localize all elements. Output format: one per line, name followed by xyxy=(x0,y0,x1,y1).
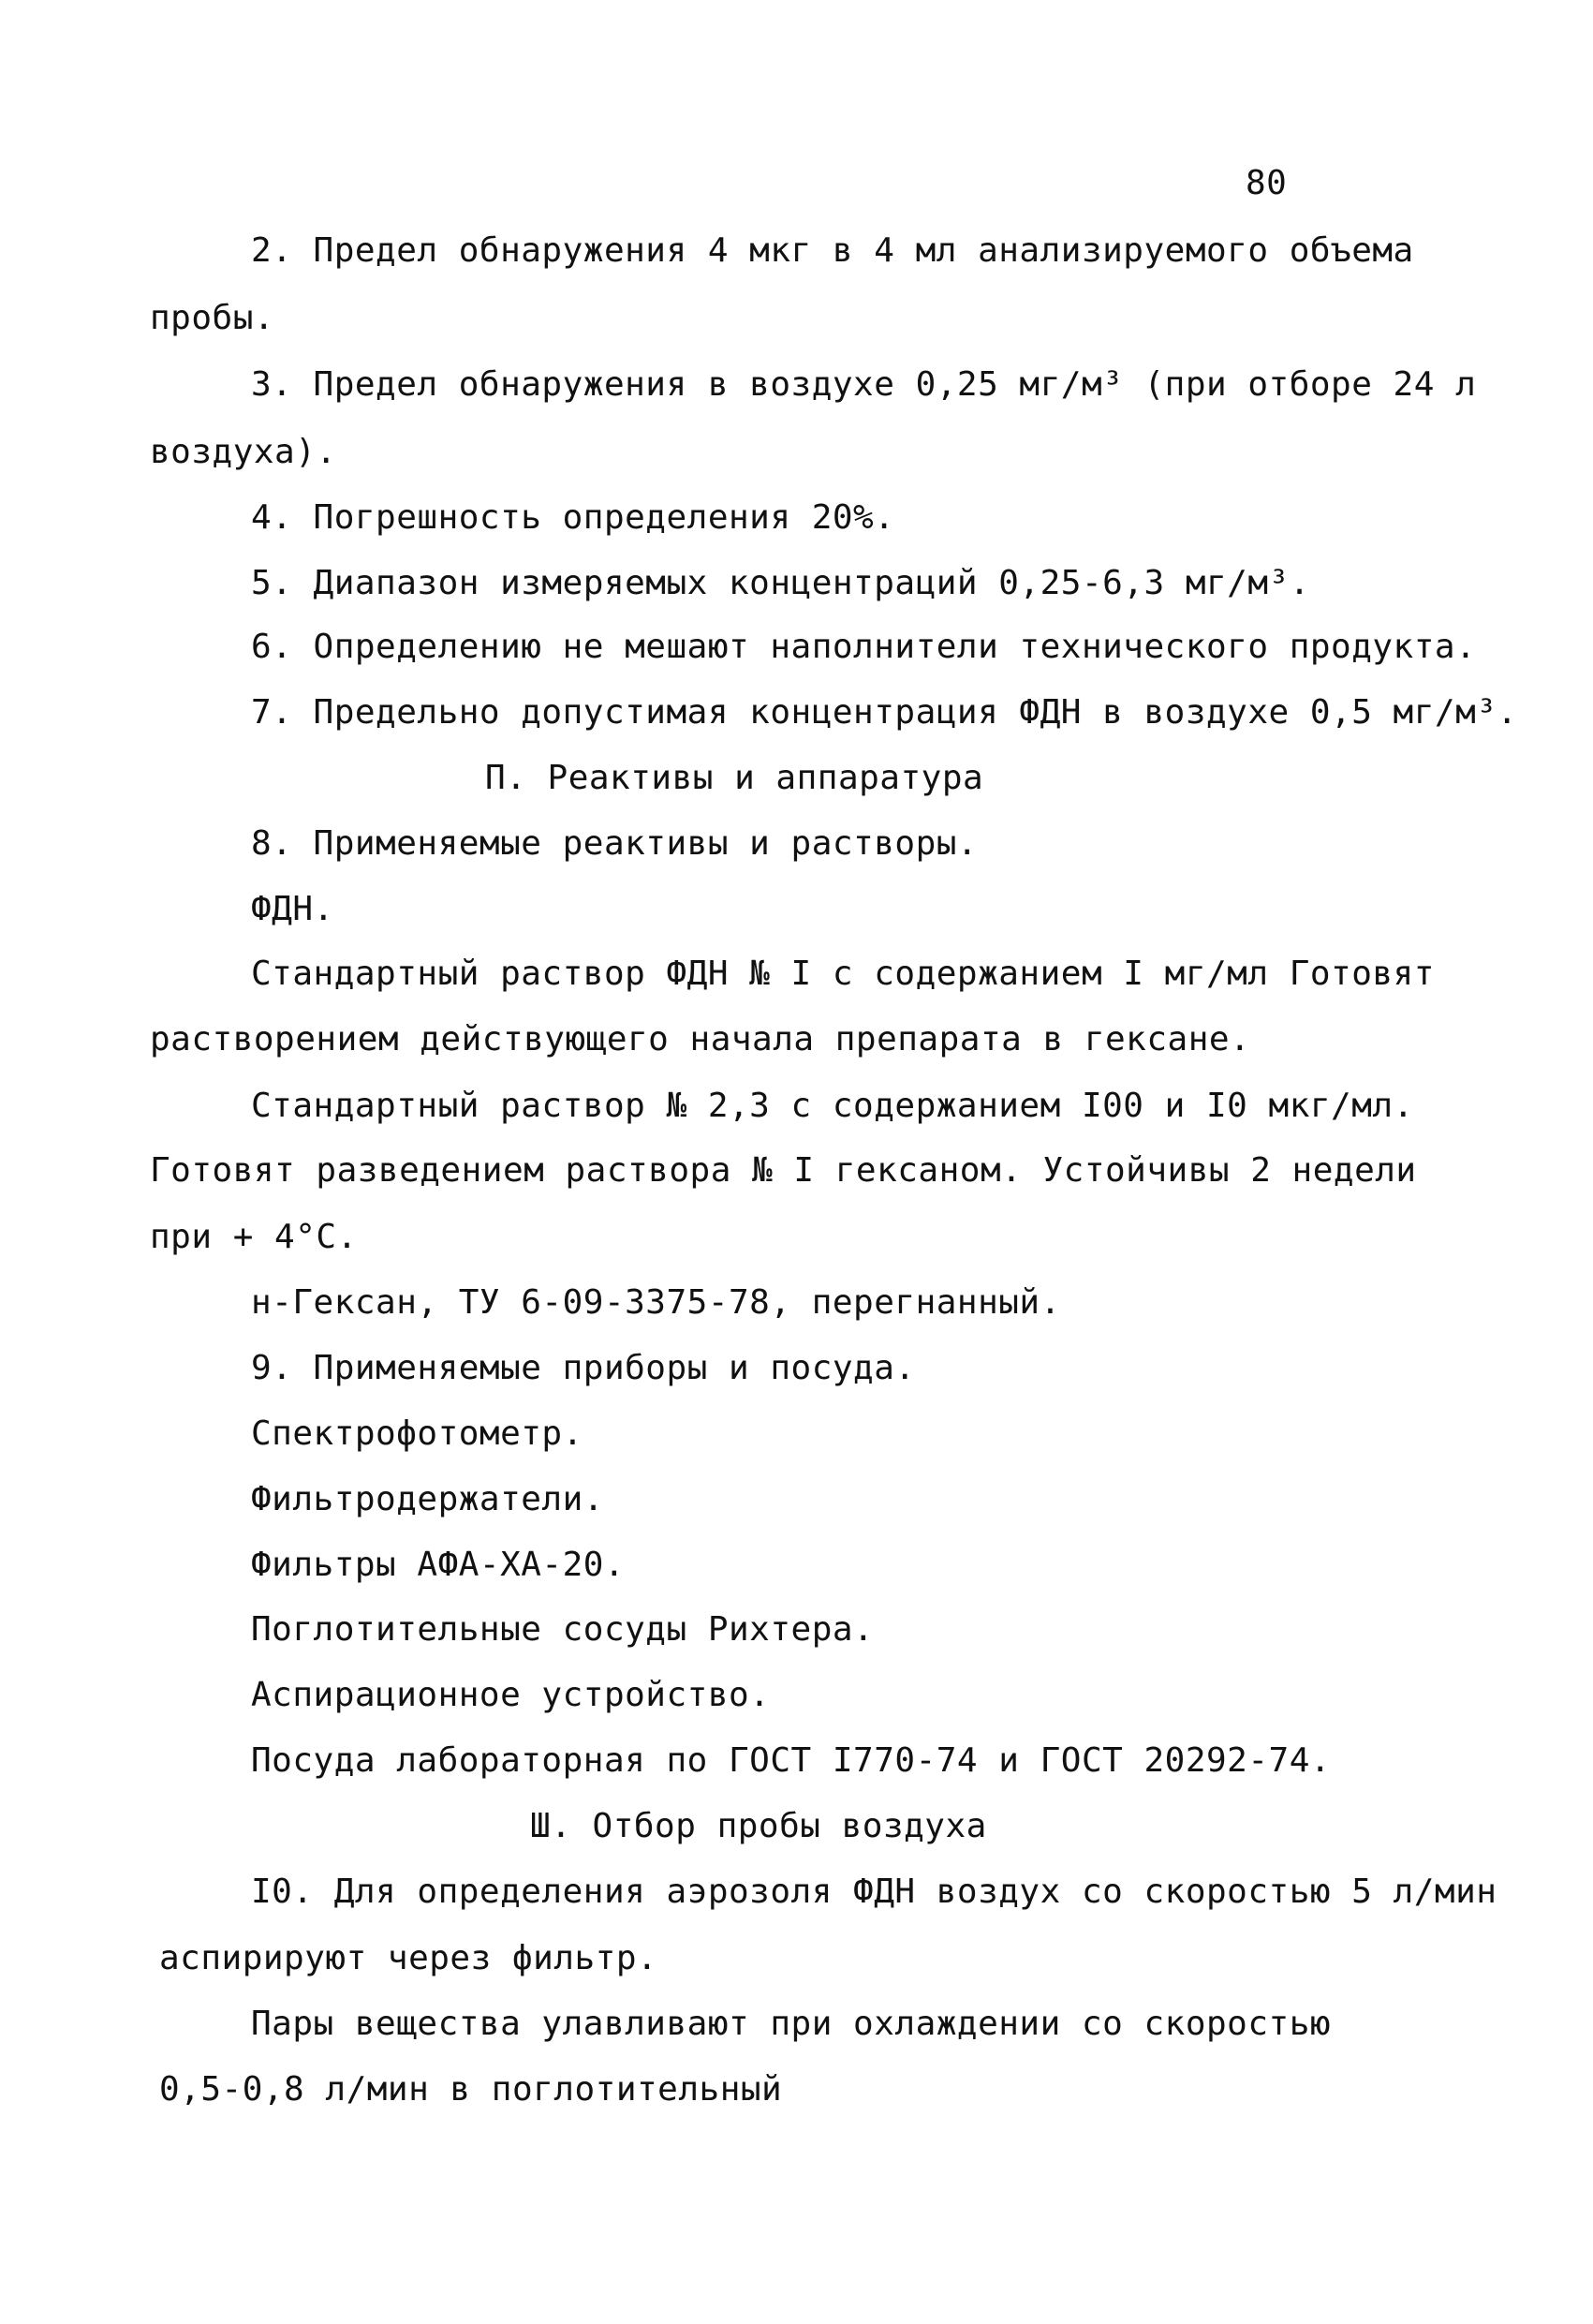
item-2-line-2: пробы. xyxy=(150,299,275,337)
equipment-filters: Фильтры АФА-ХА-20. xyxy=(251,1546,626,1584)
item-3-line-2: воздуха). xyxy=(150,433,337,471)
section-3-heading: Ш. Отбор пробы воздуха xyxy=(530,1807,987,1845)
item-9: 9. Применяемые приборы и посуда. xyxy=(251,1349,916,1387)
page-number: 80 xyxy=(1246,164,1288,202)
equipment-aspiration-device: Аспирационное устройство. xyxy=(251,1676,771,1714)
item-5: 5. Диапазон измеряемых концентраций 0,25-6,3 мг/м³. xyxy=(251,564,1310,602)
vapour-line-1: Пары вещества улавливают при охлаждении со скоростью xyxy=(251,2005,1332,2043)
item-3-line-1: 3. Предел обнаружения в воздухе 0,25 мг/м³ (при отборе 24 л xyxy=(251,365,1477,404)
standard-solution-1-line-2: растворением действующего начала препарата в гексане. xyxy=(150,1020,1251,1058)
equipment-spectrophotometer: Спектрофотометр. xyxy=(251,1414,583,1453)
reagent-hexane: н-Гексан, ТУ 6-09-3375-78, перегнанный. xyxy=(251,1283,1061,1322)
equipment-absorption-vessels: Поглотительные сосуды Рихтера. xyxy=(251,1610,875,1649)
standard-solution-2-line-2: Готовят разведением раствора № I гексаном. Устойчивы 2 недели xyxy=(150,1151,1417,1190)
item-10-line-2: аспирируют через фильтр. xyxy=(159,1939,658,1977)
equipment-labware: Посуда лабораторная по ГОСТ I770-74 и ГОСТ 20292-74. xyxy=(251,1741,1332,1780)
standard-solution-2-line-3: при + 4°С. xyxy=(150,1218,358,1256)
vapour-line-2: 0,5-0,8 л/мин в поглотительный xyxy=(159,2070,783,2109)
item-6: 6. Определению не мешают наполнители технического продукта. xyxy=(251,628,1477,666)
item-7: 7. Предельно допустимая концентрация ФДН в воздухе 0,5 мг/м³. xyxy=(251,693,1518,732)
section-2-heading: П. Реактивы и аппаратура xyxy=(485,759,984,797)
item-10-line-1: I0. Для определения аэрозоля ФДН воздух со скоростью 5 л/мин xyxy=(251,1873,1497,1911)
standard-solution-2-line-1: Стандартный раствор № 2,3 с содержанием I00 и I0 мкг/мл. xyxy=(251,1087,1414,1125)
item-4: 4. Погрешность определения 20%. xyxy=(251,498,895,537)
equipment-filter-holders: Фильтродержатели. xyxy=(251,1480,604,1518)
standard-solution-1-line-1: Стандартный раствор ФДН № I с содержанием I мг/мл Готовят xyxy=(251,955,1435,993)
item-8: 8. Применяемые реактивы и растворы. xyxy=(251,824,979,863)
item-2-line-1: 2. Предел обнаружения 4 мкг в 4 мл анализируемого объема xyxy=(251,231,1414,270)
reagent-fdn: ФДН. xyxy=(251,890,334,928)
